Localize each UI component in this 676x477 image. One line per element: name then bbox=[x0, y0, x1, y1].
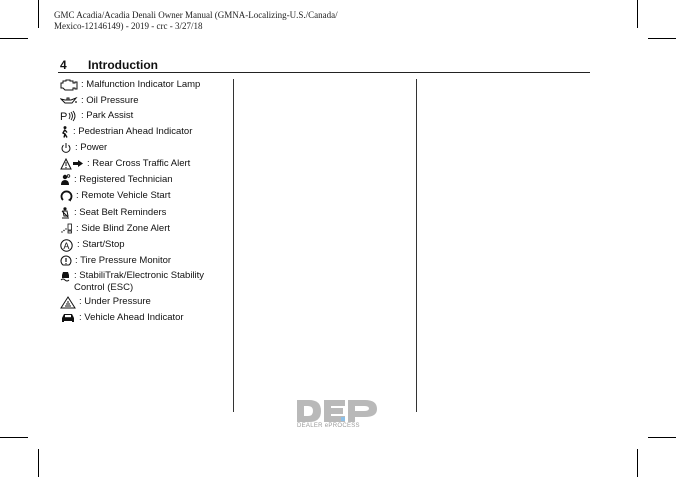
list-item bbox=[60, 239, 232, 255]
list-item bbox=[60, 207, 232, 223]
section-heading bbox=[60, 58, 158, 72]
crop-mark-bottom-right-h bbox=[648, 437, 676, 438]
crop-mark-top-right-v bbox=[637, 0, 638, 28]
list-item bbox=[60, 95, 232, 110]
document-header bbox=[54, 10, 384, 32]
seat-belt-icon bbox=[60, 207, 71, 219]
stabilitrak-icon bbox=[60, 270, 71, 282]
crop-mark-bottom-left-h bbox=[0, 437, 28, 438]
list-item-label: : Vehicle Ahead Indicator bbox=[79, 312, 184, 323]
list-item bbox=[60, 174, 232, 190]
remote-start-icon bbox=[60, 190, 73, 202]
list-item bbox=[60, 223, 232, 239]
list-item bbox=[60, 312, 232, 328]
list-item bbox=[60, 142, 232, 158]
list-item-label: : Side Blind Zone Alert bbox=[76, 223, 170, 234]
list-item-label: : Park Assist bbox=[81, 110, 134, 121]
crop-mark-top-right-h bbox=[648, 38, 676, 39]
list-item-label: : Remote Vehicle Start bbox=[76, 190, 171, 201]
list-item-label: : Start/Stop bbox=[77, 239, 125, 250]
column-divider-2 bbox=[416, 79, 417, 412]
indicator-symbol-list bbox=[60, 79, 232, 328]
tire-pressure-icon bbox=[60, 255, 72, 267]
list-item-label: : StabiliTrak/Electronic Stability Control (ESC) bbox=[74, 270, 205, 293]
engine-icon bbox=[60, 79, 78, 91]
park-assist-icon bbox=[60, 110, 78, 122]
side-blind-zone-icon bbox=[60, 223, 73, 235]
column-divider-1 bbox=[233, 79, 234, 412]
list-item bbox=[60, 190, 232, 207]
under-pressure-icon bbox=[60, 296, 76, 308]
crop-mark-top-left-v bbox=[38, 0, 39, 28]
list-item bbox=[60, 158, 232, 174]
heading-rule bbox=[58, 72, 590, 73]
list-item bbox=[60, 255, 232, 270]
power-icon bbox=[60, 142, 72, 154]
start-stop-icon bbox=[60, 239, 74, 251]
list-item-label: : Malfunction Indicator Lamp bbox=[81, 79, 201, 90]
list-item-label: : Seat Belt Reminders bbox=[74, 207, 167, 218]
list-item bbox=[60, 110, 232, 126]
list-item bbox=[60, 79, 232, 95]
list-item-label: : Tire Pressure Monitor bbox=[75, 255, 172, 266]
list-item-label: : Power bbox=[75, 142, 108, 153]
pedestrian-icon bbox=[60, 126, 70, 138]
list-item bbox=[60, 126, 232, 142]
list-item bbox=[60, 270, 232, 296]
svg-text:A: A bbox=[63, 240, 70, 251]
oil-can-icon bbox=[60, 95, 78, 107]
list-item bbox=[60, 296, 232, 312]
section-title: Introduction bbox=[88, 58, 158, 72]
crop-mark-bottom-right-v bbox=[637, 449, 638, 477]
list-item-label: : Pedestrian Ahead Indicator bbox=[73, 126, 193, 137]
list-item-label: : Registered Technician bbox=[74, 174, 173, 185]
crop-mark-top-left-h bbox=[0, 38, 28, 39]
list-item-label: : Oil Pressure bbox=[81, 95, 139, 106]
list-item-label: : Rear Cross Traffic Alert bbox=[87, 158, 191, 169]
rear-cross-traffic-icon bbox=[60, 158, 84, 170]
vehicle-ahead-icon bbox=[60, 312, 76, 324]
header-line-1: GMC Acadia/Acadia Denali Owner Manual (GMNA-Localizing-U.S./Canada/ bbox=[54, 10, 338, 20]
crop-mark-bottom-left-v bbox=[38, 449, 39, 477]
svg-text:P: P bbox=[60, 111, 68, 122]
technician-icon bbox=[60, 174, 71, 186]
watermark-caption: DEALER ePROCESS bbox=[297, 423, 360, 429]
header-line-2: Mexico-12146149) - 2019 - crc - 3/27/18 bbox=[54, 21, 203, 31]
list-item-label: : Under Pressure bbox=[79, 296, 151, 307]
page-number: 4 bbox=[60, 58, 67, 72]
